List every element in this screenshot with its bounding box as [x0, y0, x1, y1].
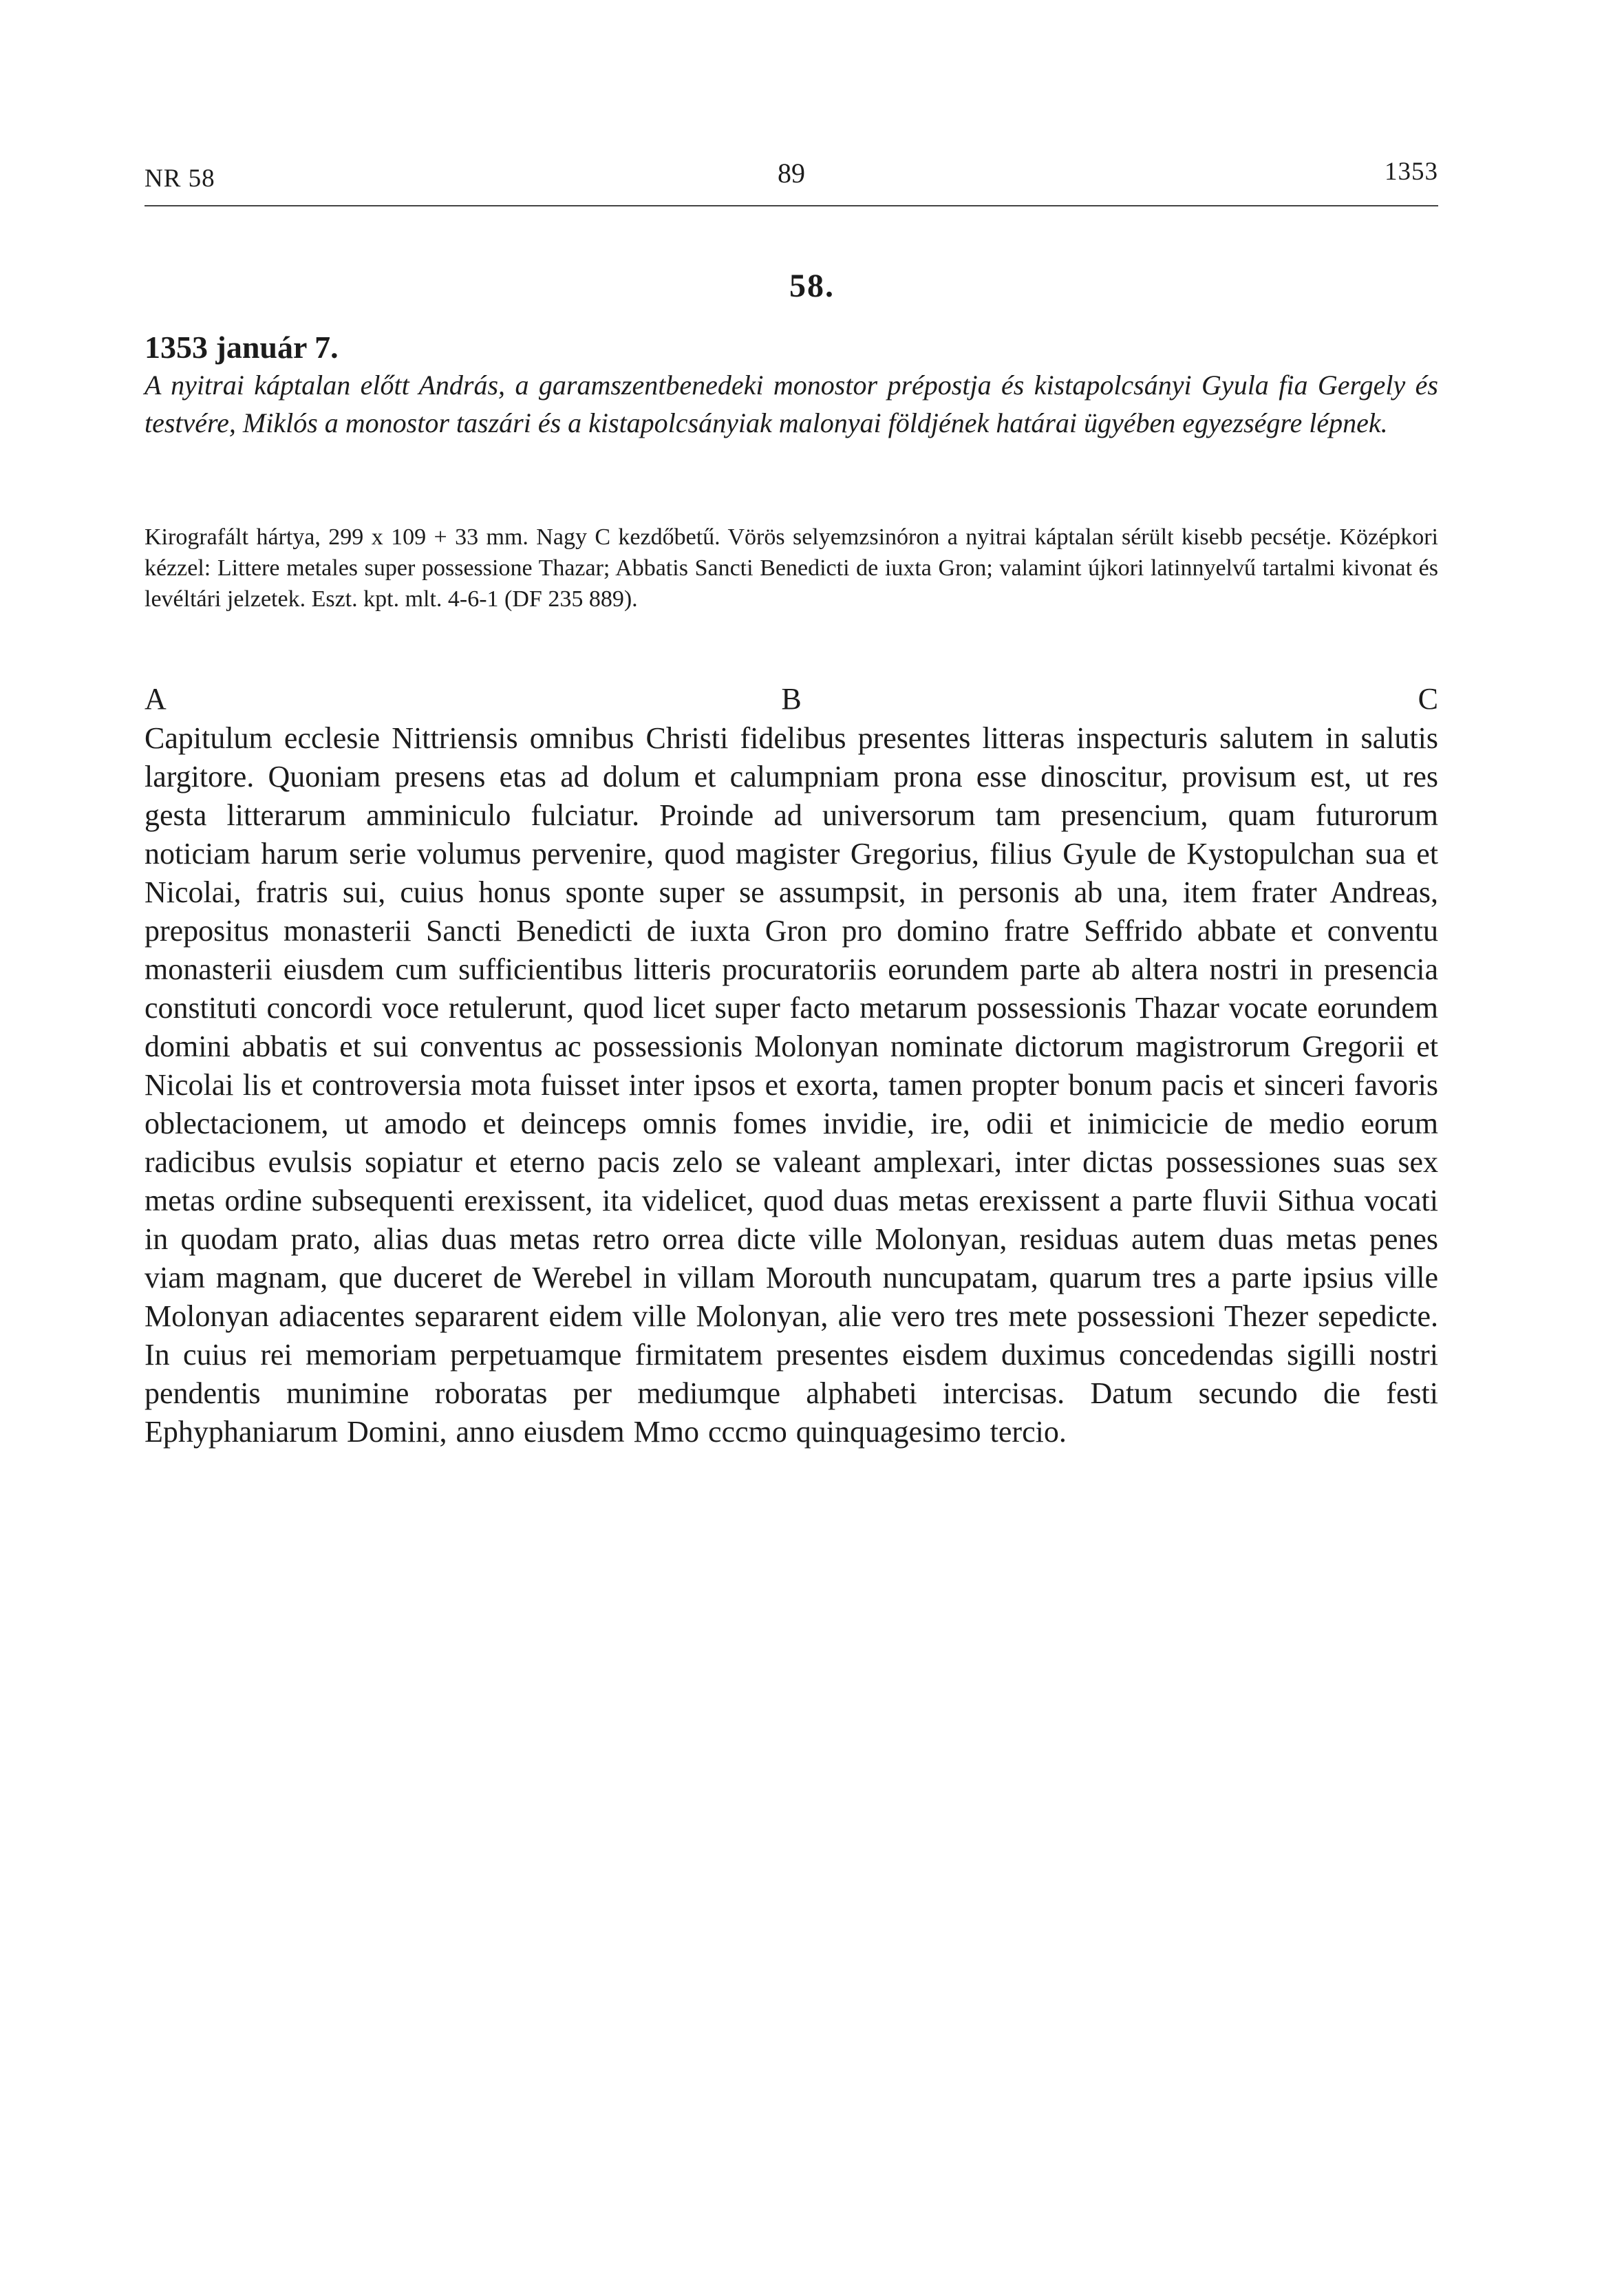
archival-description: Kirografált hártya, 299 x 109 + 33 mm. Nagy C kezdőbetű. Vörös selyemzsinóron a nyitrai káptalan sérült kisebb pecsétje. Középkori kézzel: Littere metales super possessione Thazar; Abbatis Sancti Benedicti de iuxta Gron; valamint újkori latinnyelvű tartalmi kivonat és levéltári jelzetek. Eszt. kpt. mlt. 4-6-1 (DF 235 889). — [145, 524, 1438, 612]
chirograph-letter-b: B — [781, 682, 802, 716]
chirograph-letter-c: C — [1418, 682, 1438, 716]
running-head-year: 1353 — [1385, 158, 1438, 186]
document-number-label: NR 58 — [145, 164, 215, 193]
chirograph-letters — [145, 681, 1438, 720]
header-rule — [145, 205, 1438, 206]
running-head — [145, 157, 1438, 198]
page-number: 89 — [778, 158, 805, 189]
document-date: 1353 január 7. — [145, 330, 339, 365]
chirograph-letter-a: A — [145, 682, 167, 716]
regest-summary: A nyitrai káptalan előtt András, a garamszentbenedeki monostor prépostja és kistapolcsányi Gyula fia Gergely és testvére, Miklós a monostor taszári és a kistapolcsányiak malonyai földjének határai ügyében egyezségre lépnek. — [145, 370, 1438, 438]
charter-text: Capitulum ecclesie Nittriensis omnibus Christi fidelibus presentes litteras inspecturis salutem in salutis largitore. Quoniam presens etas ad dolum et calumpniam prona esse dinoscitur, provisum est, ut res gesta litterarum amminiculo fulciatur. Proinde ad universorum tam presencium, quam futurorum noticiam harum serie volumus pervenire, quod magister Gregorius, filius Gyule de Kystopulchan sua et Nicolai, fratris sui, cuius honus sponte super se assumpsit, in personis ab una, item frater Andreas, prepositus monasterii Sancti Benedicti de iuxta Gron pro domino fratre Seffrido abbate et conventu monasterii eiusdem cum sufficientibus litteris procuratoriis eorundem parte ab altera nostri in presencia constituti concordi voce retulerunt, quod licet super facto metarum possessionis Thazar vocate eorundem domini abbatis et sui conventus ac possessionis Molonyan nominate dictorum magistrorum Gregorii et Nicolai lis et controversia mota fuisset inter ipsos et exorta, tamen propter bonum pacis et sinceri favoris oblectacionem, ut amodo et deinceps omnis fomes invidie, ire, odii et inimicicie de medio eorum radicibus evulsis sopiatur et eterno pacis zelo se valeant amplexari, inter dictas possessiones suas sex metas ordine subsequenti erexissent, ita videlicet, quod duas metas erexissent a parte fluvii Sithua vocati in quodam prato, alias duas metas retro orrea dicte ville Molonyan, residuas autem duas metas penes viam magnam, que duceret de Werebel in villam Morouth nuncupatam, quarum tres a parte ipsius ville Molonyan adiacentes separarent eidem ville Molonyan, alie vero tres mete possessioni Thezer sepedicte. In cuius rei memoriam perpetuamque firmitatem presentes eisdem duximus concedendas sigilli nostri pendentis munimine roboratas per mediumque alphabeti intercisas. Datum secundo die festi Ephyphaniarum Domini, anno eiusdem Mmo cccmo quinquagesimo tercio. — [145, 721, 1438, 1449]
document-number: 58. — [789, 268, 835, 304]
